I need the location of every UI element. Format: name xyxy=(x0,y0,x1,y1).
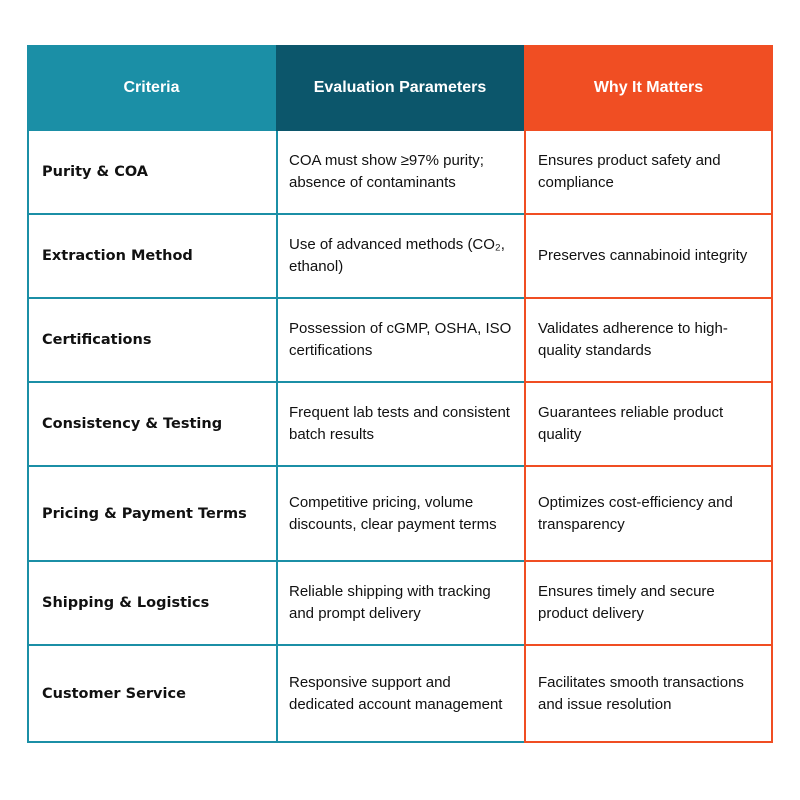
table-row-parameters xyxy=(276,131,524,215)
table-row-why xyxy=(524,299,773,383)
header-criteria xyxy=(27,45,276,131)
table-row-criteria xyxy=(27,467,276,562)
parameters-text: Responsive support and dedicated account management xyxy=(289,673,503,713)
why-text: Validates adherence to high-quality standards xyxy=(538,320,728,359)
table-row-parameters xyxy=(276,215,524,299)
header-why-it-matters-label: Why It Matters xyxy=(593,79,704,96)
table-row-parameters xyxy=(276,562,524,646)
parameters-text: Possession of cGMP, OSHA, ISO certifications xyxy=(289,320,512,359)
header-evaluation-parameters xyxy=(276,45,524,131)
parameters-text: Reliable shipping with tracking and prompt delivery xyxy=(289,583,491,622)
table-row-criteria xyxy=(27,383,276,467)
why-text: Ensures product safety and compliance xyxy=(538,152,721,191)
table-row-why xyxy=(524,646,773,743)
why-text: Preserves cannabinoid integrity xyxy=(538,247,748,264)
criteria-text: Extraction Method xyxy=(42,248,193,264)
why-text: Ensures timely and secure product delivery xyxy=(538,583,715,622)
table-row-parameters xyxy=(276,299,524,383)
table-row-parameters xyxy=(276,467,524,562)
why-text: Facilitates smooth transactions and issue resolution xyxy=(538,673,744,713)
criteria-text: Shipping & Logistics xyxy=(42,595,210,611)
table-row-criteria xyxy=(27,646,276,743)
table-row-why xyxy=(524,383,773,467)
table-row-parameters xyxy=(276,383,524,467)
header-evaluation-parameters-label: Evaluation Parameters xyxy=(313,79,487,96)
parameters-text: Frequent lab tests and consistent batch results xyxy=(289,404,510,443)
criteria-text: Customer Service xyxy=(42,685,186,702)
parameters-text: Competitive pricing, volume discounts, clear payment terms xyxy=(289,493,497,533)
criteria-text: Certifications xyxy=(42,332,152,348)
table-row-parameters xyxy=(276,646,524,743)
table-row-why xyxy=(524,562,773,646)
criteria-text: Consistency & Testing xyxy=(42,416,223,432)
criteria-text: Purity & COA xyxy=(42,164,148,180)
table-row-why xyxy=(524,467,773,562)
table-row-criteria xyxy=(27,215,276,299)
why-text: Optimizes cost-efficiency and transparency xyxy=(538,493,733,533)
header-why-it-matters xyxy=(524,45,773,131)
criteria-table xyxy=(27,45,773,743)
parameters-text: COA must show ≥97% purity; absence of contaminants xyxy=(289,152,484,191)
table-row-criteria xyxy=(27,131,276,215)
table-row-why xyxy=(524,131,773,215)
table-row-why xyxy=(524,215,773,299)
parameters-text: Use of advanced methods (CO₂, ethanol) xyxy=(289,236,505,275)
table-row-criteria xyxy=(27,562,276,646)
why-text: Guarantees reliable product quality xyxy=(538,404,724,443)
table-row-criteria xyxy=(27,299,276,383)
header-criteria-label: Criteria xyxy=(123,79,180,96)
criteria-text: Pricing & Payment Terms xyxy=(42,505,247,522)
